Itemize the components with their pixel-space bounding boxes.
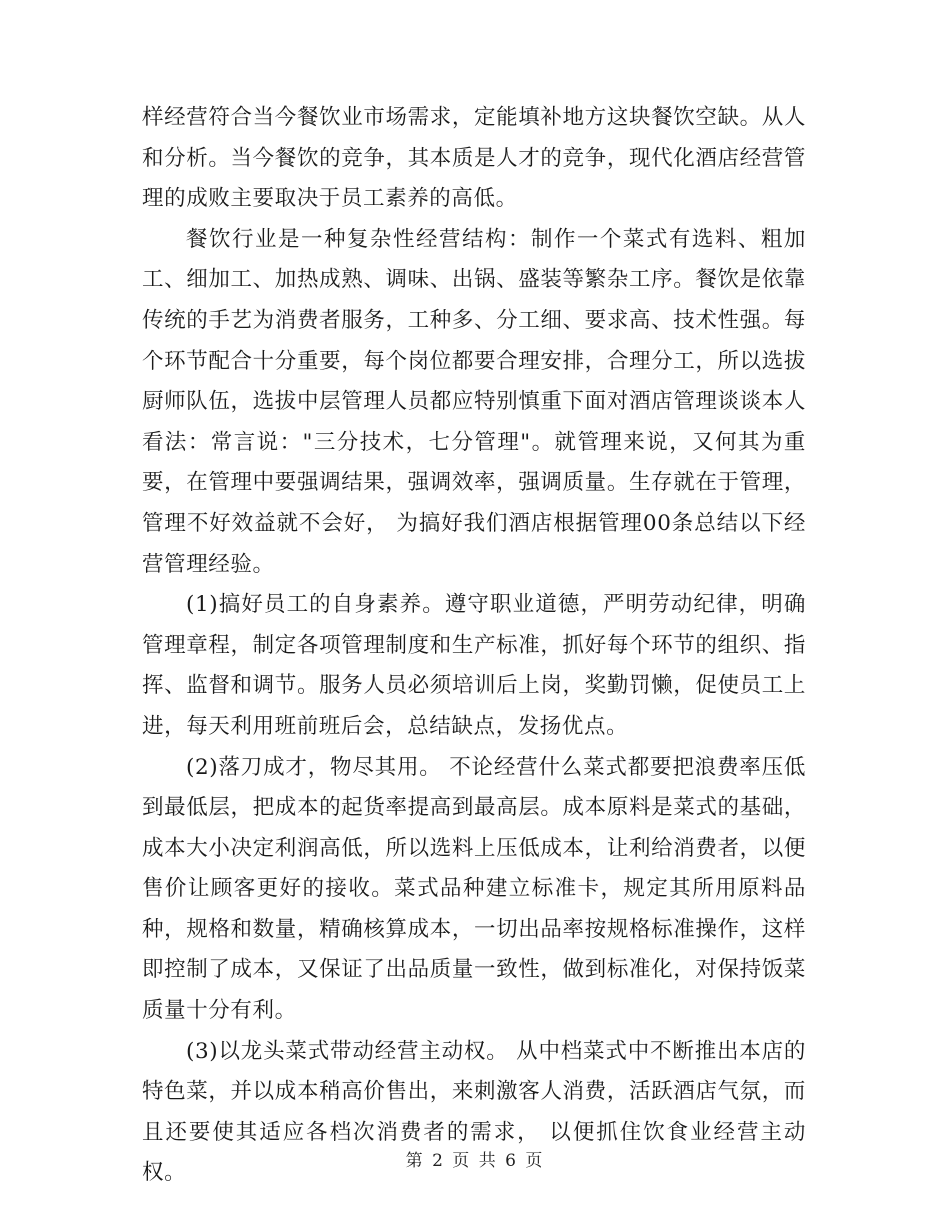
paragraph-point-3: (3)以龙头菜式带动经营主动权。 从中档菜式中不断推出本店的特色菜，并以成本稍高价售出，来刺激客人消费，活跃酒店气氛，而且还要使其适应各档次消费者的需求， 以便抓住饮食业经营主动权。 xyxy=(142,1038,806,1186)
paragraph-point-2: (2)落刀成才，物尽其用。 不论经营什么菜式都要把浪费率压低到最低层，把成本的起货率提高到最高层。成本原料是菜式的基础，成本大小决定利润高低，所以选料上压低成本，让利给消费者，以便售价让顾客更好的接收。菜式品种建立标准卡，规定其所用原料品种，规格和数量，精确核算成本，一切出品率按规格标准操作，这样即控制了成本，又保证了出品质量一致性，做到标准化，对保持饭菜质量十分有利。 xyxy=(142,754,806,1024)
document-body xyxy=(142,98,806,1194)
page-number-footer: 第 2 页 共 6 页 xyxy=(405,1151,545,1171)
paragraph-intro: 样经营符合当今餐饮业市场需求，定能填补地方这块餐饮空缺。从人和分析。当今餐饮的竞争，其本质是人才的竞争，现代化酒店经营管理的成败主要取决于员工素养的高低。 xyxy=(142,105,806,212)
paragraph-point-1: (1)搞好员工的自身素养。遵守职业道德，严明劳动纪律，明确管理章程，制定各项管理制度和生产标准，抓好每个环节的组织、指挥、监督和调节。服务人员必须培训后上岗，奖勤罚懒，促使员工上进，每天利用班前班后会，总结缺点，发扬优点。 xyxy=(142,592,806,739)
paragraph-industry-structure: 餐饮行业是一种复杂性经营结构：制作一个菜式有选料、粗加工、细加工、加热成熟、调味、出锅、盛装等繁杂工序。餐饮是依靠传统的手艺为消费者服务，工种多、分工细、要求高、技术性强。每个环节配合十分重要，每个岗位都要合理安排，合理分工，所以选拔厨师队伍，选拔中层管理人员都应特别慎重下面对酒店管理谈谈本人看法：常言说："三分技术，七分管理"。就管理来说，又何其为重要，在管理中要强调结果，强调效率，强调质量。生存就在于管理，管理不好效益就不会好， 为搞好我们酒店根据管理00条总结以下经营管理经验。 xyxy=(142,226,806,577)
